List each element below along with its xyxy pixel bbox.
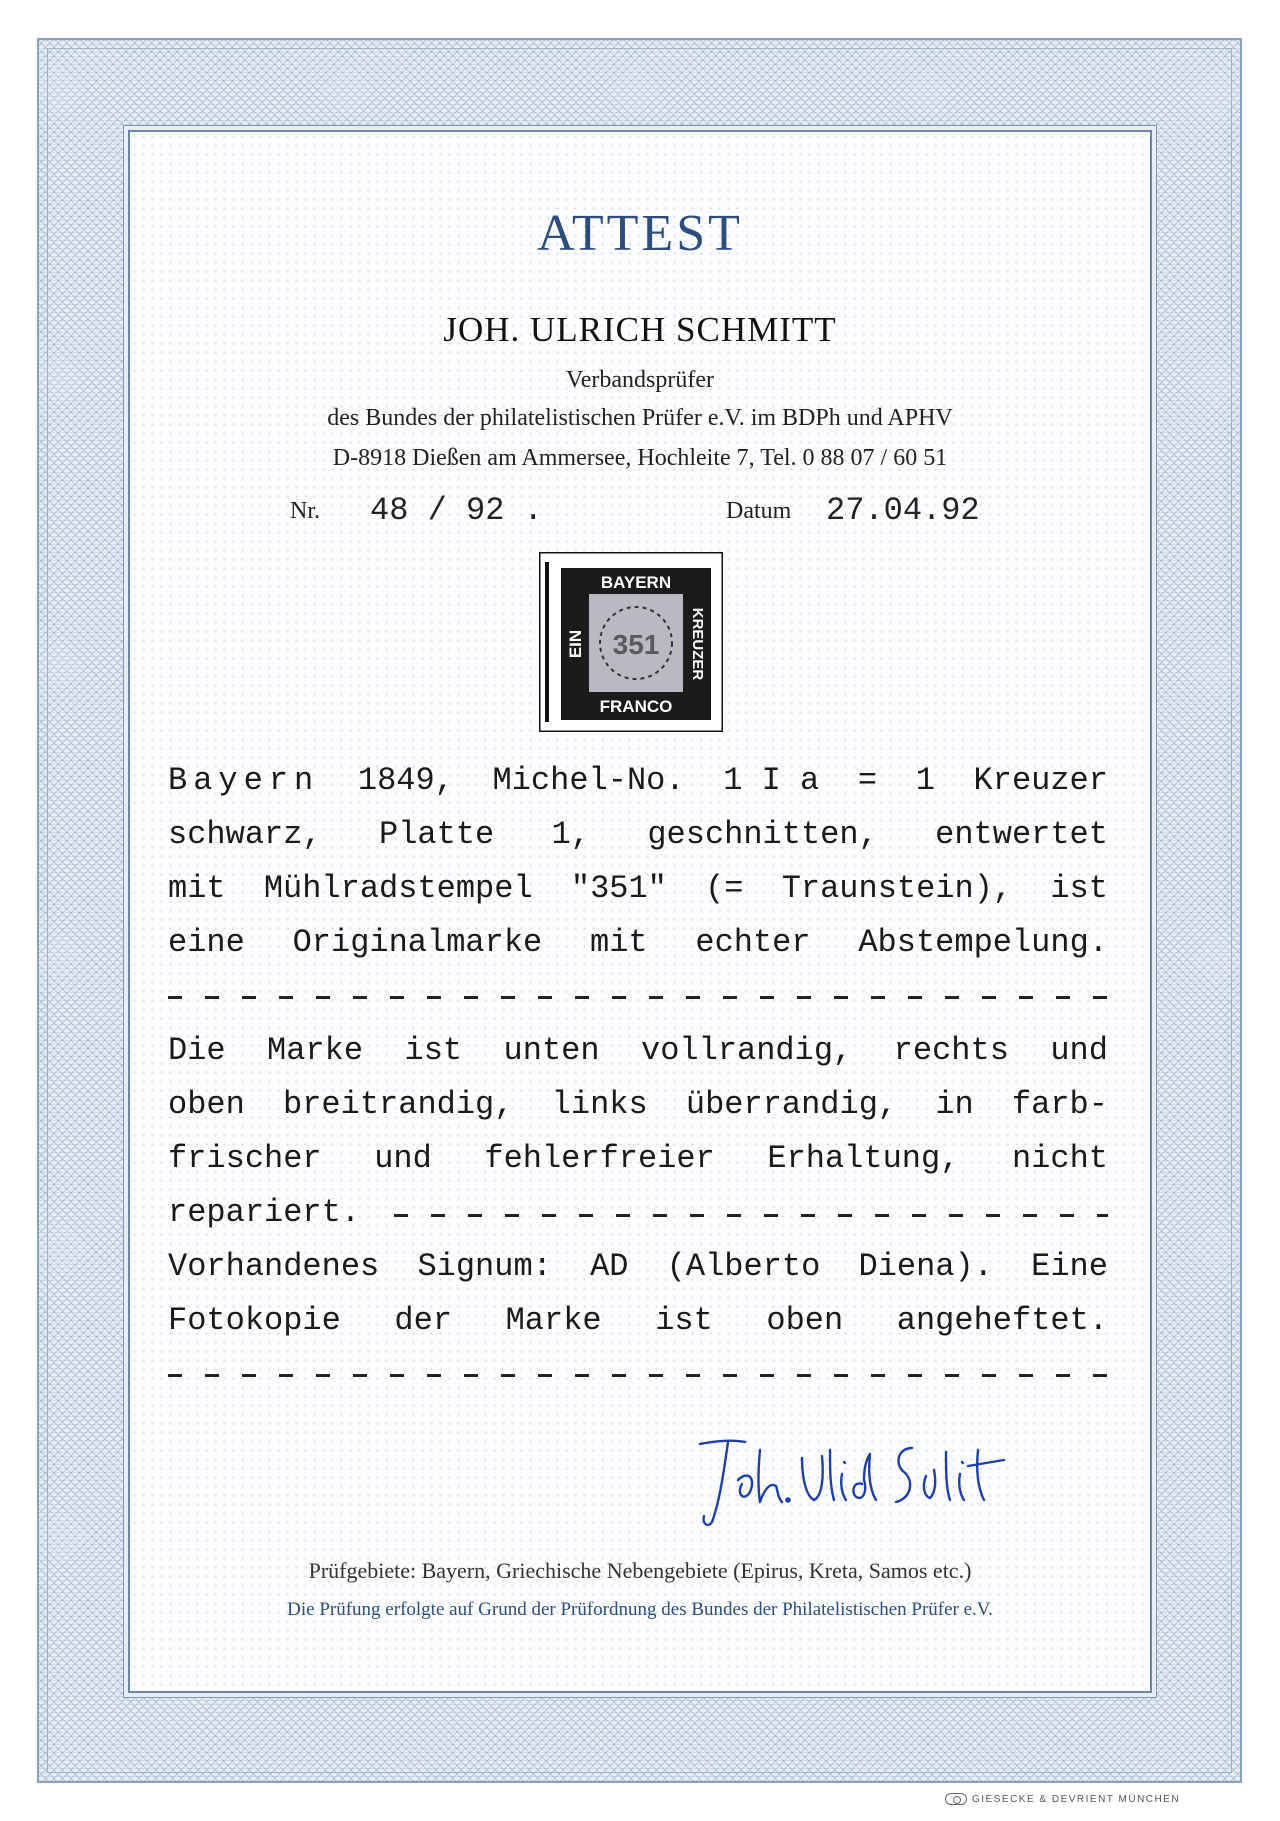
signature-stroke xyxy=(704,1442,728,1525)
body-word: Bayern xyxy=(168,762,320,799)
body-word: (= xyxy=(705,870,744,907)
signature-stroke xyxy=(896,1448,912,1502)
body-word: links xyxy=(551,1086,648,1123)
body-line xyxy=(168,916,1108,970)
stamp-top-label: BAYERN xyxy=(600,573,672,592)
stamp-right-label: KREUZER xyxy=(689,607,706,681)
body-word: angeheftet. xyxy=(896,1302,1108,1339)
signature-stroke xyxy=(841,1462,846,1500)
body-word: ist xyxy=(655,1302,713,1339)
body-word: Fotokopie xyxy=(168,1302,341,1339)
body-word: mit xyxy=(589,924,648,961)
signature-stroke xyxy=(700,1441,745,1444)
body-line xyxy=(168,862,1108,916)
body-word: Signum: xyxy=(417,1248,552,1285)
body-word: 1 I a xyxy=(723,762,820,799)
body-word: = xyxy=(857,762,878,799)
body-word: ist xyxy=(404,1032,463,1069)
body-word: 1849, xyxy=(357,762,454,799)
body-word: Marke xyxy=(505,1302,602,1339)
body-word: eine xyxy=(168,924,245,961)
body-word: repariert. xyxy=(168,1194,361,1231)
body-word: unten xyxy=(503,1032,600,1069)
body-word: mit xyxy=(168,870,226,907)
stamp-left-label: EIN xyxy=(566,629,585,659)
body-word: 1, xyxy=(551,816,590,853)
body-word: überrandig, xyxy=(685,1086,898,1123)
body-word: Eine xyxy=(1031,1248,1108,1285)
body-word: und xyxy=(1050,1032,1108,1069)
body-line xyxy=(168,1294,1108,1348)
body-word: der xyxy=(394,1302,453,1339)
body-line xyxy=(168,754,1108,808)
examiner-association: des Bundes der philatelistischen Prüfer e.V. im BDPh und APHV xyxy=(327,405,953,431)
dashed-filler xyxy=(394,1214,1108,1217)
dashed-separator xyxy=(168,970,1108,1024)
body-word: Marke xyxy=(267,1032,364,1069)
body-line xyxy=(168,1024,1108,1078)
examiner-role: Verbandsprüfer xyxy=(566,367,714,393)
body-word: ist xyxy=(1050,870,1108,907)
date-label: Datum xyxy=(726,498,792,524)
certificate-date: 27.04.92 xyxy=(826,492,980,529)
body-word: Kreuzer xyxy=(973,762,1108,799)
handwritten-signature xyxy=(690,1430,1020,1530)
certificate-title: ATTEST xyxy=(537,205,743,262)
body-word: AD xyxy=(590,1248,629,1285)
signature-stroke xyxy=(759,1450,783,1502)
signature-stroke xyxy=(924,1470,935,1498)
body-word: farb- xyxy=(1011,1086,1108,1123)
printer-name: GIESECKE & DEVRIENT MÜNCHEN xyxy=(972,1793,1181,1805)
number-label: Nr. xyxy=(290,498,320,524)
body-line xyxy=(168,1078,1108,1132)
body-word: Diena). xyxy=(858,1248,993,1285)
dashed-separator xyxy=(168,1348,1108,1402)
body-word: "351" xyxy=(570,870,667,907)
body-word: breitrandig, xyxy=(283,1086,514,1123)
signature-stroke xyxy=(968,1450,1004,1500)
examiner-address: D-8918 Dießen am Ammersee, Hochleite 7, Tel. 0 88 07 / 60 51 xyxy=(332,445,948,471)
body-word: Vorhandenes xyxy=(168,1248,380,1285)
body-word: Platte xyxy=(378,816,495,853)
body-word: Traunstein), xyxy=(781,870,1013,907)
stamp-photocopy xyxy=(539,552,723,732)
examiner-name: JOH. ULRICH SCHMITT xyxy=(443,310,837,349)
printer-imprint xyxy=(945,1793,1180,1805)
examination-areas: Prüfgebiete: Bayern, Griechische Nebengebiete (Epirus, Kreta, Samos etc.) xyxy=(308,1558,972,1583)
body-word: schwarz, xyxy=(168,816,322,853)
body-line xyxy=(168,1186,1108,1240)
body-word: entwertet xyxy=(935,816,1108,853)
signature-stroke xyxy=(946,1452,950,1500)
cancel-number: 351 xyxy=(612,629,660,660)
body-word: Die xyxy=(168,1032,226,1069)
body-word: in xyxy=(935,1086,974,1123)
certificate-body xyxy=(168,754,1108,1402)
body-word: Michel-No. xyxy=(492,762,685,799)
body-word: geschnitten, xyxy=(647,816,878,853)
signature-stroke xyxy=(959,1462,964,1500)
body-word: und xyxy=(374,1140,432,1177)
certificate-panel xyxy=(128,130,1152,1693)
body-word: rechts xyxy=(893,1032,1009,1069)
body-word: echter xyxy=(695,924,811,961)
body-word: Erhaltung, xyxy=(767,1140,960,1177)
signature-stroke xyxy=(853,1454,876,1500)
body-line xyxy=(168,1132,1108,1186)
body-word: (Alberto xyxy=(666,1248,821,1285)
signature-stroke xyxy=(830,1450,834,1500)
body-word: vollrandig, xyxy=(641,1032,853,1069)
stamp-bottom-label: FRANCO xyxy=(599,697,673,716)
certificate-number: 48 / 92 . xyxy=(370,492,543,529)
examination-regulation: Die Prüfung erfolgte auf Grund der Prüfordnung des Bundes der Philatelistischen Prüfer e.V. xyxy=(287,1599,993,1620)
body-line xyxy=(168,808,1108,862)
signature-stroke xyxy=(738,1476,752,1497)
body-word: Mühlradstempel xyxy=(263,870,533,907)
body-line xyxy=(168,1240,1108,1294)
body-word: oben xyxy=(766,1302,844,1339)
body-word: fehlerfreier xyxy=(484,1140,715,1177)
signature-dot xyxy=(786,1498,789,1501)
body-word: Originalmarke xyxy=(292,924,543,961)
body-word: oben xyxy=(168,1086,245,1123)
body-word: frischer xyxy=(168,1140,322,1177)
body-word: nicht xyxy=(1011,1140,1108,1177)
signature-stroke xyxy=(802,1456,823,1500)
printer-logo-icon xyxy=(945,1793,967,1805)
body-word: Abstempelung. xyxy=(858,924,1108,961)
body-word: 1 xyxy=(915,762,935,799)
certificate-reference-row xyxy=(290,492,1030,532)
